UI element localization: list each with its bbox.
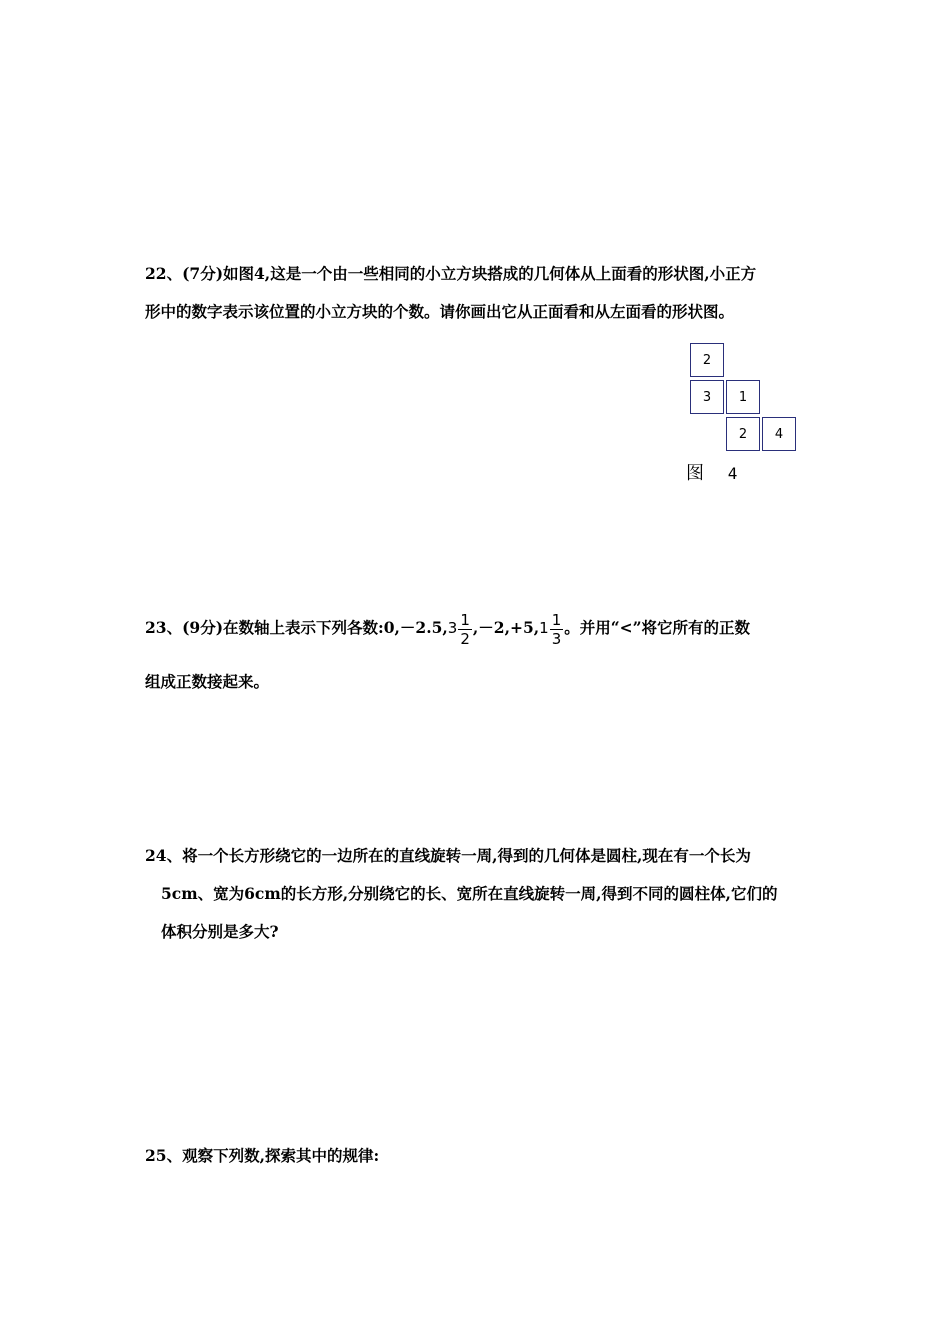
figure-4-grid	[690, 343, 798, 453]
fraction-2-denominator: 3	[551, 629, 562, 648]
question-23-prefix: 23、(9分)在数轴上表示下列各数:0,－2.5,	[145, 618, 448, 637]
fraction-2-numerator: 1	[551, 610, 562, 629]
figure-caption-label: 图	[686, 463, 706, 484]
mixed-number-1-whole: 3	[447, 619, 458, 637]
question-25-line-1: 25、观察下列数,探索其中的规律:	[145, 1146, 380, 1165]
figure-4-caption	[686, 459, 739, 485]
figure-caption-number: 4	[727, 464, 740, 483]
question-23	[145, 604, 810, 706]
mixed-number-2-whole: 1	[539, 619, 549, 637]
grid-cell-r3c3: 4	[762, 417, 796, 451]
question-23-suffix: 。并用“<”将它所有的正数	[564, 618, 751, 637]
mixed-number-1-fraction	[458, 611, 472, 648]
fraction-1-denominator: 2	[460, 629, 470, 648]
question-22	[145, 255, 810, 331]
question-23-line-2: 组成正数接起来。	[145, 672, 270, 691]
question-25	[145, 1137, 810, 1175]
question-22-line-2: 形中的数字表示该位置的小立方块的个数。请你画出它从正面看和从左面看的形状图。	[145, 302, 735, 321]
grid-cell-r2c2: 1	[726, 380, 760, 414]
question-24-line-3: 体积分别是多大?	[161, 922, 279, 941]
grid-cell-r3c2: 2	[726, 417, 760, 451]
question-24-line-1: 24、将一个长方形绕它的一边所在的直线旋转一周,得到的几何体是圆柱,现在有一个长为	[145, 846, 751, 865]
question-23-middle: ,－2,+5,	[472, 618, 540, 637]
question-22-line-1: 22、(7分)如图4,这是一个由一些相同的小立方块搭成的几何体从上面看的形状图,小正方	[145, 264, 757, 283]
question-23-line-1	[145, 604, 810, 652]
question-24-line-2: 5cm、宽为6cm的长方形,分别绕它的长、宽所在直线旋转一周,得到不同的圆柱体,它们的	[161, 884, 778, 903]
fraction-1-numerator: 1	[460, 610, 470, 629]
grid-cell-r2c1: 3	[690, 380, 724, 414]
grid-cell-r1c1: 2	[690, 343, 724, 377]
question-24	[145, 837, 810, 951]
mixed-number-2-fraction	[550, 611, 564, 648]
